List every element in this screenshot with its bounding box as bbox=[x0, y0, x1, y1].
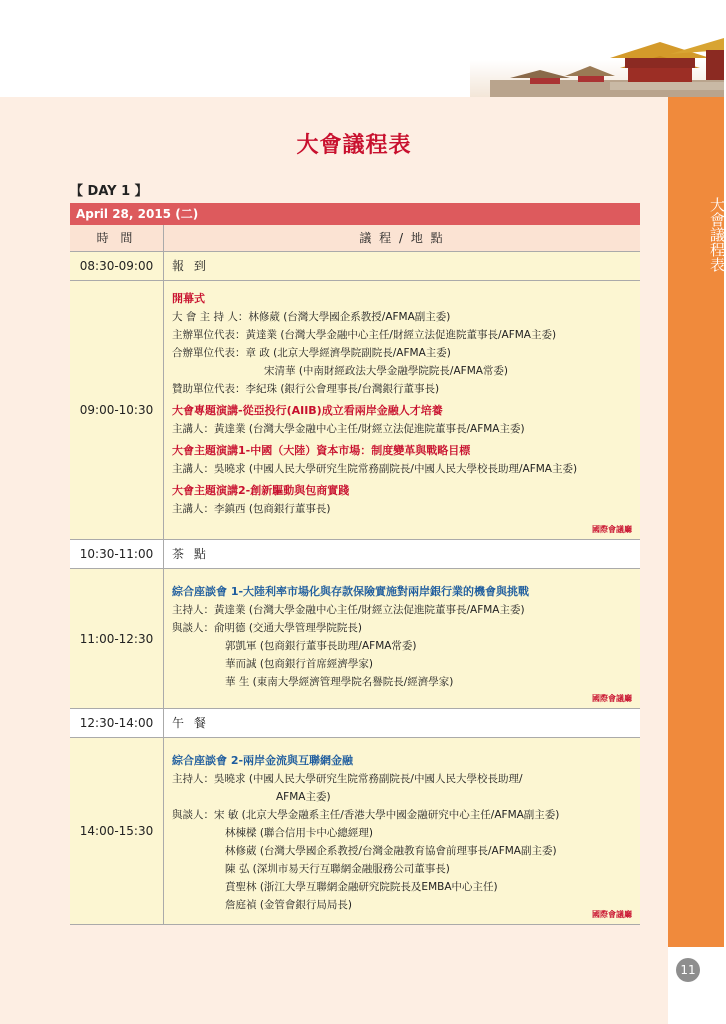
panelist: 郭凱軍 (包商銀行董事長助理/AFMA常委) bbox=[225, 640, 417, 652]
side-margin bbox=[668, 947, 724, 1024]
date-bar: April 28, 2015 (二) bbox=[70, 203, 640, 225]
panel-host-continued: AFMA主委) bbox=[276, 791, 331, 803]
page-title: 大會議程表 bbox=[296, 133, 412, 158]
panel-title: 綜合座談會 1-大陸利率市場化與存款保險實施對兩岸銀行業的機會與挑戰 bbox=[172, 585, 530, 598]
table-row bbox=[70, 281, 640, 540]
row-content bbox=[164, 569, 640, 708]
opening-title: 開幕式 bbox=[172, 292, 205, 305]
panelist: 與談人：宋 敏 (北京大學金融系主任/香港大學中國金融研究中心主任/AFMA副主委) bbox=[172, 809, 560, 821]
panelist: 華 生 (東南大學經濟管理學院名譽院長/經濟學家) bbox=[225, 676, 454, 688]
panelist: 詹庭禎 (金管會銀行局局長) bbox=[225, 899, 353, 911]
panelist: 華而誠 (包商銀行首席經濟學家) bbox=[225, 658, 374, 670]
panelist: 林修葳 (台灣大學國企系教授/台灣金融教育協會前理事長/AFMA副主委) bbox=[225, 845, 557, 857]
palace-roof-illustration bbox=[470, 20, 724, 97]
table-row bbox=[70, 709, 640, 738]
table-row bbox=[70, 738, 640, 924]
page-number: 11 bbox=[676, 958, 700, 982]
panelist: 與談人：俞明德 (交通大學管理學院院長) bbox=[172, 622, 363, 634]
table-row bbox=[70, 252, 640, 281]
row-time: 12:30-14:00 bbox=[70, 709, 164, 737]
panelist: 陳 弘 (深圳市易天行互聯網金融服務公司董事長) bbox=[225, 863, 450, 875]
header-time: 時 間 bbox=[70, 225, 164, 251]
keynote-speaker: 主講人：李鎮西 (包商銀行董事長) bbox=[172, 503, 331, 515]
row-time: 09:00-10:30 bbox=[70, 281, 164, 539]
venue-label: 國際會議廳 bbox=[592, 525, 632, 534]
table-row bbox=[70, 569, 640, 709]
side-tab bbox=[668, 97, 724, 947]
panel-host: 主持人：黃達業 (台灣大學金融中心主任/財經立法促進院董事長/AFMA主委) bbox=[172, 604, 525, 616]
row-time: 08:30-09:00 bbox=[70, 252, 164, 280]
row-text: 茶 點 bbox=[172, 547, 209, 561]
co-organizer-line: 合辦單位代表：章 政 (北京大學經濟學院副院長/AFMA主委) bbox=[172, 347, 451, 359]
venue-label: 國際會議廳 bbox=[592, 910, 632, 919]
sponsor-line: 贊助單位代表：李紀珠 (銀行公會理事長/台灣銀行董事長) bbox=[172, 383, 440, 395]
day-label: 【 DAY 1 】 bbox=[70, 184, 148, 199]
row-text: 午 餐 bbox=[172, 716, 209, 730]
panelist: 賁聖林 (浙江大學互聯網金融研究院院長及EMBA中心主任) bbox=[225, 881, 498, 893]
venue-label: 國際會議廳 bbox=[592, 694, 632, 703]
keynote-title: 大會主題演講2-創新驅動與包商實踐 bbox=[172, 484, 350, 497]
row-content bbox=[164, 738, 640, 924]
table-header bbox=[70, 225, 640, 252]
panel-host: 主持人：吳曉求 (中國人民大學研究生院常務副院長/中國人民大學校長助理/ bbox=[172, 773, 523, 785]
side-tab-label: 大會議程表 bbox=[708, 197, 726, 272]
row-time: 10:30-11:00 bbox=[70, 540, 164, 568]
keynote-title: 大會主題演講1-中國（大陸）資本市場：制度變革與戰略目標 bbox=[172, 444, 471, 457]
top-banner bbox=[0, 0, 724, 97]
header-program: 議 程 / 地 點 bbox=[359, 231, 445, 245]
row-time: 14:00-15:30 bbox=[70, 738, 164, 924]
panelist: 林棟樑 (聯合信用卡中心總經理) bbox=[225, 827, 374, 839]
organizer-line: 主辦單位代表：黃達業 (台灣大學金融中心主任/財經立法促進院董事長/AFMA主委) bbox=[172, 329, 557, 341]
row-content bbox=[164, 281, 640, 539]
table-row bbox=[70, 540, 640, 569]
keynote-speaker: 主講人：黃達業 (台灣大學金融中心主任/財經立法促進院董事長/AFMA主委) bbox=[172, 423, 525, 435]
agenda-table bbox=[70, 203, 640, 925]
keynote-title: 大會專題演講-從亞投行(AIIB)成立看兩岸金融人才培養 bbox=[172, 404, 443, 417]
keynote-speaker: 主講人：吳曉求 (中國人民大學研究生院常務副院長/中國人民大學校長助理/AFMA主委) bbox=[172, 463, 578, 475]
co-organizer-line-2: 宋清華 (中南財經政法大學金融學院院長/AFMA常委) bbox=[264, 365, 509, 377]
host-line: 大 會 主 持 人：林修葳 (台灣大學國企系教授/AFMA副主委) bbox=[172, 311, 451, 323]
panel-title: 綜合座談會 2-兩岸金流與互聯網金融 bbox=[172, 754, 354, 767]
row-text: 報 到 bbox=[172, 259, 209, 273]
row-time: 11:00-12:30 bbox=[70, 569, 164, 708]
